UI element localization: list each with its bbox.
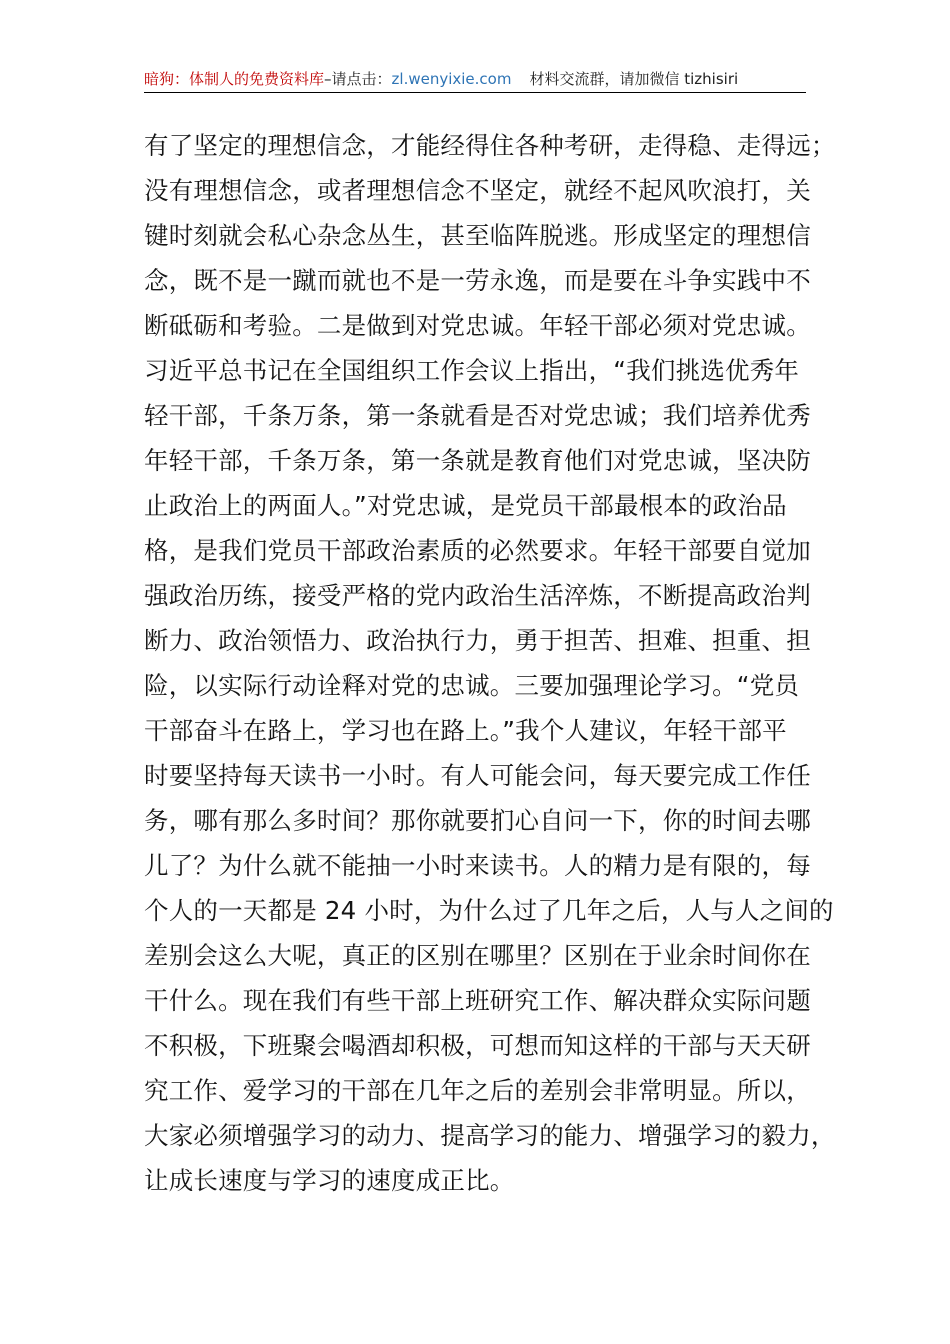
body-line: 不积极，下班聚会喝酒却积极，可想而知这样的干部与天天研 <box>144 1031 811 1060</box>
header-click-prompt: –请点击： <box>324 70 392 88</box>
body-line: 念，既不是一蹴而就也不是一劳永逸，而是要在斗争实践中不 <box>144 266 811 295</box>
body-line: 差别会这么大呢，真正的区别在哪里？区别在于业余时间你在 <box>144 941 811 970</box>
body-line: 强政治历练，接受严格的党内政治生活淬炼，不断提高政治判 <box>144 581 811 610</box>
body-line: 轻干部，千条万条，第一条就看是否对党忠诚；我们培养优秀 <box>144 401 811 430</box>
body-line: 键时刻就会私心杂念丛生，甚至临阵脱逃。形成坚定的理想信 <box>144 221 811 250</box>
body-line: 习近平总书记在全国组织工作会议上指出，“我们挑选优秀年 <box>144 356 800 385</box>
body-line: 时要坚持每天读书一小时。有人可能会问，每天要完成工作任 <box>144 761 811 790</box>
header-url-link[interactable]: zl.wenyixie.com <box>391 70 512 88</box>
body-line: 干部奋斗在路上，学习也在路上。”我个人建议，年轻干部平 <box>144 716 787 745</box>
body-line: 有了坚定的理想信念，才能经得住各种考研，走得稳、走得远； <box>144 131 836 160</box>
body-line: 断砥砺和考验。二是做到对党忠诚。年轻干部必须对党忠诚。 <box>144 311 811 340</box>
body-line: 断力、政治领悟力、政治执行力，勇于担苦、担难、担重、担 <box>144 626 811 655</box>
body-line: 务，哪有那么多时间？那你就要扪心自问一下，你的时间去哪 <box>144 806 811 835</box>
body-line: 个人的一天都是 24 小时，为什么过了几年之后，人与人之间的 <box>144 896 834 925</box>
body-line: 年轻干部，千条万条，第一条就是教育他们对党忠诚，坚决防 <box>144 446 811 475</box>
body-line: 没有理想信念，或者理想信念不坚定，就经不起风吹浪打，关 <box>144 176 811 205</box>
body-line: 让成长速度与学习的速度成正比。 <box>144 1166 515 1195</box>
header-wechat-text: 材料交流群，请加微信 tizhisiri <box>529 70 739 88</box>
body-line: 儿了？为什么就不能抽一小时来读书。人的精力是有限的，每 <box>144 851 811 880</box>
body-line: 止政治上的两面人。”对党忠诚，是党员干部最根本的政治品 <box>144 491 787 520</box>
page-header <box>144 68 806 93</box>
header-brand-text: 暗狗：体制人的免费资料库 <box>144 70 325 88</box>
body-line: 格，是我们党员干部政治素质的必然要求。年轻干部要自觉加 <box>144 536 811 565</box>
body-line: 究工作、爱学习的干部在几年之后的差别会非常明显。所以， <box>144 1076 811 1105</box>
body-line: 干什么。现在我们有些干部上班研究工作、解决群众实际问题 <box>144 986 811 1015</box>
body-line: 大家必须增强学习的动力、提高学习的能力、增强学习的毅力， <box>144 1121 836 1150</box>
body-line: 险，以实际行动诠释对党的忠诚。三要加强理论学习。“党员 <box>144 671 800 700</box>
document-body <box>144 123 836 1203</box>
